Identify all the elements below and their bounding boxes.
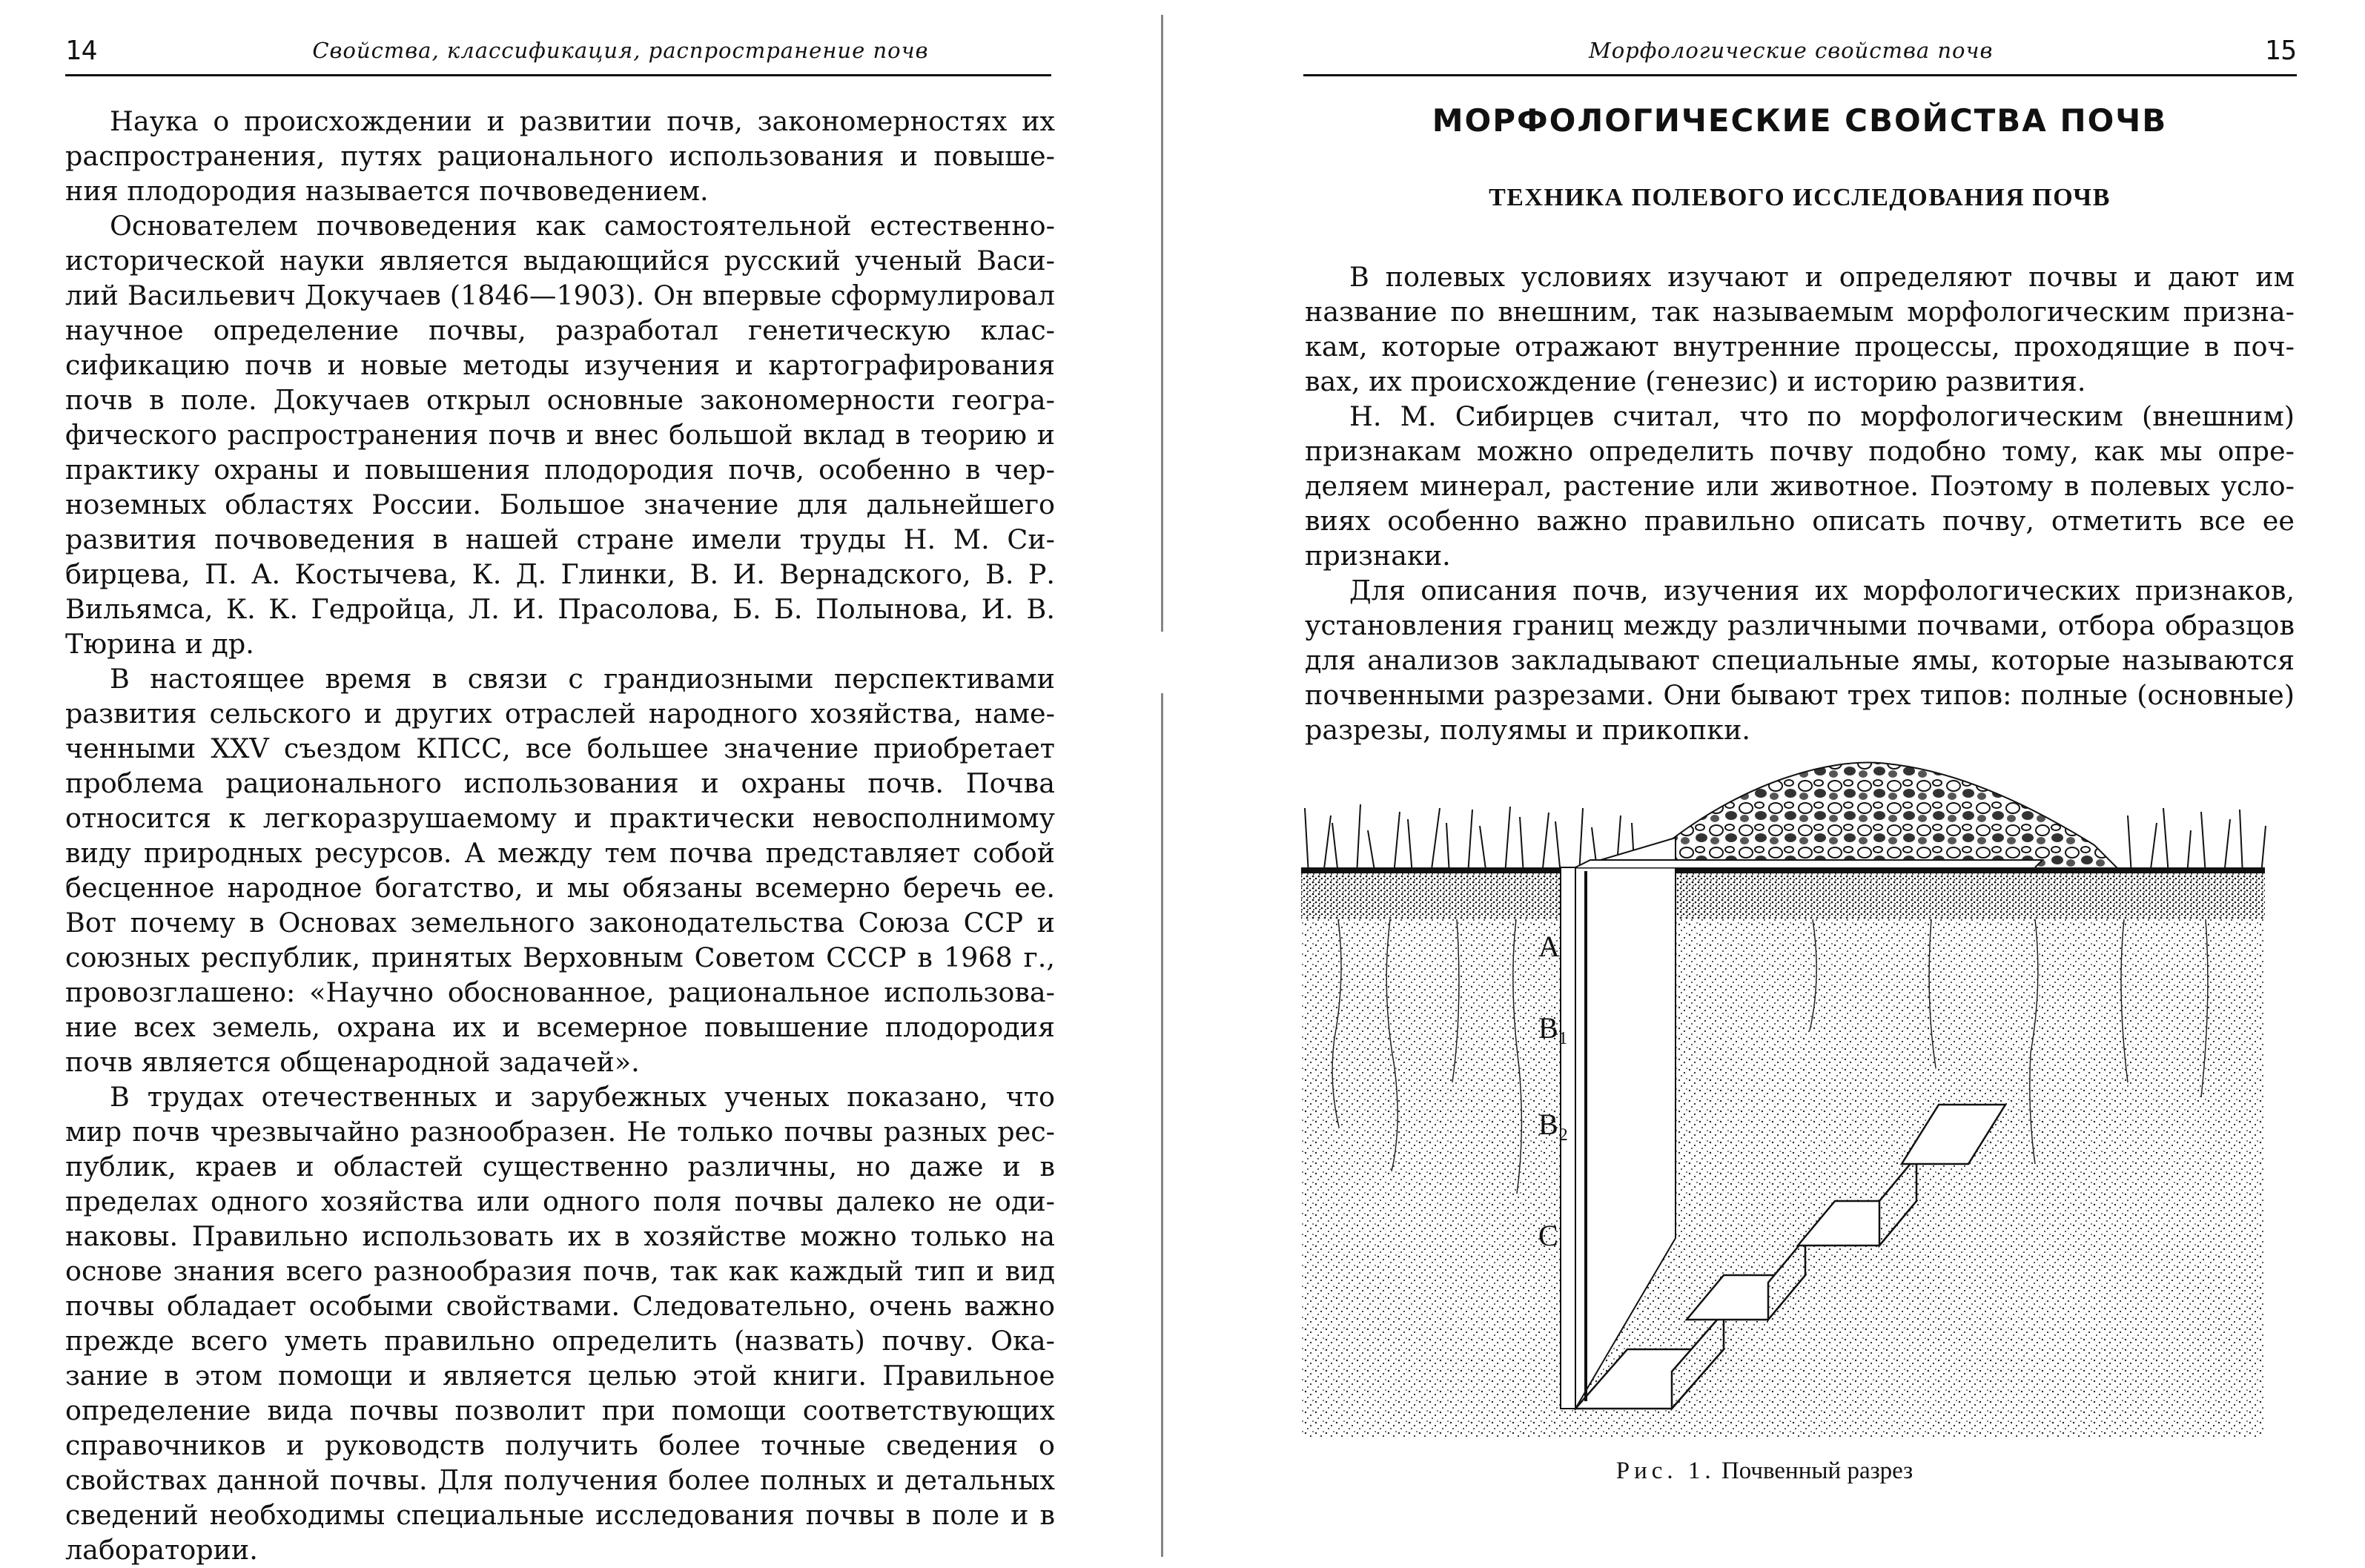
paragraph: Для описания почв, изучения их морфологических признаков, установления границ между различными почвами, отбора образцов для анализов закладывают специальные ямы, которые называются почвенными разрезами. Они бывают трех типов: полные (основные) разрезы, полуямы и прикопки. xyxy=(1305,575,2295,746)
soil-body xyxy=(1301,919,2265,1438)
figure-caption-text: Почвенный разрез xyxy=(1721,1458,1914,1484)
soil-profile-figure xyxy=(1294,756,2272,1446)
running-head-right xyxy=(1303,28,2297,73)
paragraph: В полевых условиях изучают и определяют почвы и дают им название по внешним, так называемым морфологическим признакам, которые отражают внутренние процессы, проходящие в почвах, их происхождение (генезис) и историю развития. xyxy=(1305,261,2295,397)
running-head-title-left: Свойства, классификация, распространение почв xyxy=(312,38,929,63)
horizon-label-a: A xyxy=(1538,930,1560,963)
paragraph: Основателем почвоведения как самостоятельной естественноисторической науки является выдающийся русский ученый Василий Васильевич Докучаев (1846—1903). Он впервые сформулировал научное определение почвы, разработал генетическую классификацию почв и новые методы изучения и картографирования почв в поле. Докучаев открыл основные закономерности географического распространения почв и внес большой вклад в теорию и практику охраны и повышения плодородия почв, особенно в черноземных областях России. Большое значение для дальнейшего развития почвоведения в нашей стране имели труды Н. М. Сибирцева, П. А. Костычева, К. Д. Глинки, В. И. Вернадского, В. Р. Вильямса, К. К. Гедройца, Л. И. Прасолова, Б. Б. Полынова, И. В. Тюрина и др. xyxy=(65,210,1055,660)
figure-caption-prefix: Рис. 1. xyxy=(1615,1458,1716,1484)
section-title: МОРФОЛОГИЧЕСКИЕ СВОЙСТВА ПОЧВ xyxy=(1432,102,2168,139)
running-head-left xyxy=(65,28,1059,73)
paragraph: В настоящее время в связи с грандиозными перспективами развития сельского и других отраслей народного хозяйства, намеченными XXV съездом КПСС, все большее значение приобретает проблема рационального использования и охраны почв. Почва относится к легкоразрушаемому и практически невосполнимому виду природных ресурсов. А между тем почва представляет собой бесценное народное богатство, и мы обязаны всемерно беречь ее. Вот почему в Основах земельного законодательства Союза ССР и союзных республик, принятых Верховным Советом СССР в 1968 г., провозглашено: «Научно обоснованное, рациональное использование всех земель, охрана их и всемерное повышение плодородия почв является общенародной задачей». xyxy=(65,663,1055,1078)
horizon-label-b1: B₁ xyxy=(1538,1011,1569,1045)
left-page xyxy=(0,0,1157,1568)
soil-profile-illustration xyxy=(1294,756,2272,1446)
page-number-left: 14 xyxy=(65,35,98,66)
horizon-label-b2: B₂ xyxy=(1538,1108,1569,1141)
right-body-text xyxy=(1305,259,2295,747)
header-rule-left xyxy=(65,74,1051,76)
left-body-text xyxy=(65,104,1055,1567)
paragraph: В трудах отечественных и зарубежных ученых показано, что мир почв чрезвычайно разнообразен. Не только почвы разных республик, краев и областей существенно различны, но даже и в пределах одного хозяйства или одного поля почвы далеко не одинаковы. Правильно использовать их в хозяйстве можно только на основе знания всего разнообразия почв, так как каждый тип и вид почвы обладает особыми свойствами. Следовательно, очень важно прежде всего уметь правильно определить (назвать) почву. Оказание в этом помощи и является целью этой книги. Правильное определение вида почвы позволит при помощи соответствующих справочников и руководств получить более точные сведения о свойствах данной почвы. Для получения более полных и детальных сведений необходимы специальные исследования почвы в поле и в лаборатории. xyxy=(65,1081,1055,1566)
subsection-title: ТЕХНИКА ПОЛЕВОГО ИССЛЕДОВАНИЯ ПОЧВ xyxy=(1489,184,2111,211)
horizon-label-c: C xyxy=(1538,1219,1558,1252)
running-head-title-right: Морфологические свойства почв xyxy=(1589,38,1994,63)
paragraph: Н. М. Сибирцев считал, что по морфологическим (внешним) признакам можно определить почву подобно тому, как мы определяем минерал, растение или животное. Поэтому в полевых условиях особенно важно правильно описать почву, отметить все ее признаки. xyxy=(1305,400,2295,572)
spoil-heap xyxy=(1664,762,2124,875)
paragraph: Наука о происхождении и развитии почв, закономерностях их распространения, путях рационального использования и повышения плодородия называется почвоведением. xyxy=(65,105,1055,207)
surface-horizon xyxy=(1301,867,2265,919)
figure-caption xyxy=(1164,1458,2365,1485)
gutter-line xyxy=(1161,15,1163,1557)
page-number-right: 15 xyxy=(2264,35,2297,66)
header-rule-right xyxy=(1303,74,2297,76)
